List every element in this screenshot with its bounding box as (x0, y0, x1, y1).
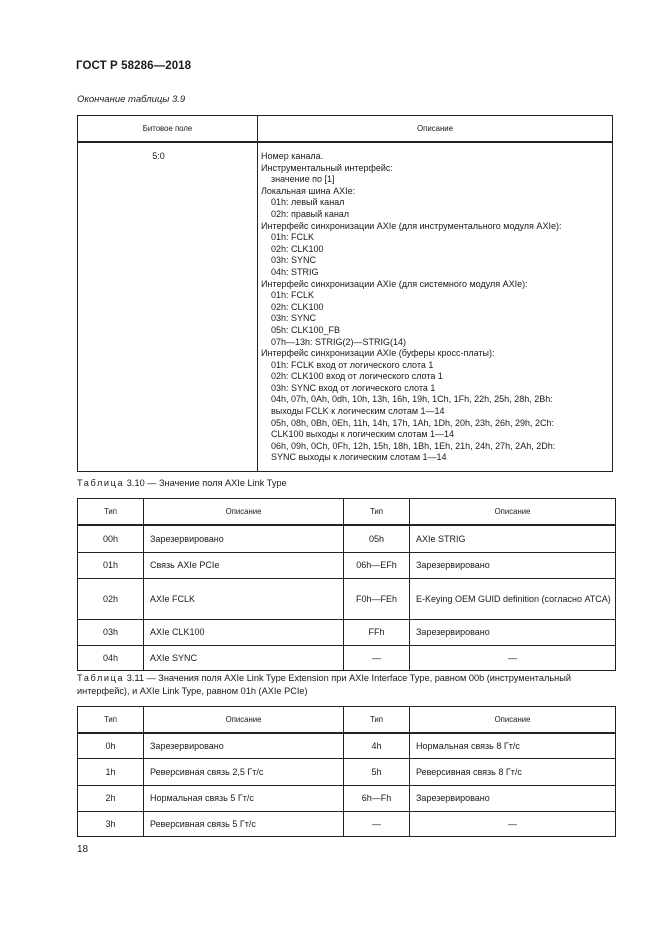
table-row (78, 619, 616, 645)
desc-line: SYNC выходы к логическим слотам 1—14 (271, 452, 447, 463)
description-cell: AXIe CLK100 (144, 619, 344, 645)
table-3-10-caption (77, 477, 287, 490)
table-3-10 (77, 498, 616, 671)
column-header-description: Описание (410, 707, 616, 734)
table-row (78, 758, 616, 785)
table-row (78, 142, 613, 472)
table-row (78, 578, 616, 619)
description-cell: AXIe SYNC (144, 645, 344, 670)
type-cell: 5h (344, 758, 410, 785)
desc-line: 06h, 09h, 0Ch, 0Fh, 12h, 15h, 18h, 1Bh, 1Eh, 21h, 24h, 27h, 2Ah, 2Dh: (271, 440, 556, 451)
description-cell: Реверсивная связь 5 Гт/с (144, 811, 344, 836)
description-cell: Связь AXIe PCIe (144, 552, 344, 578)
column-header-description: Описание (258, 116, 613, 143)
desc-line: Номер канала. (261, 151, 324, 161)
type-cell: 6h—Fh (344, 785, 410, 811)
desc-line: 03h: SYNC (271, 313, 317, 324)
table-row (78, 645, 616, 670)
desc-line: 02h: правый канал (271, 208, 350, 219)
type-cell: — (344, 811, 410, 836)
desc-line: 05h: CLK100_FB (271, 324, 341, 335)
desc-line: 01h: FCLK (271, 232, 315, 243)
type-cell: FFh (344, 619, 410, 645)
desc-line: 01h: левый канал (271, 197, 345, 208)
type-cell: 4h (344, 733, 410, 758)
table-row (78, 811, 616, 836)
description-cell: AXIe FCLK (144, 578, 344, 619)
type-cell: 05h (344, 525, 410, 552)
type-cell: 02h (78, 578, 144, 619)
desc-line: 05h, 08h, 0Bh, 0Eh, 11h, 14h, 17h, 1Ah, 1Dh, 20h, 23h, 26h, 29h, 2Ch: (271, 417, 555, 428)
column-header-bit-field: Битовое поле (78, 116, 258, 143)
desc-line: Интерфейс синхронизации AXIe (для инструментального модуля AXIe): (261, 220, 562, 231)
type-cell: 06h—EFh (344, 552, 410, 578)
desc-line: 04h: STRIG (271, 266, 319, 277)
description-cell: Реверсивная связь 2,5 Гт/с (144, 758, 344, 785)
description-cell (258, 142, 613, 472)
desc-line: 04h, 07h, 0Ah, 0dh, 10h, 13h, 16h, 19h, 1Ch, 1Fh, 22h, 25h, 28h, 2Bh: (271, 394, 553, 405)
table-header-row (78, 116, 613, 143)
description-cell: Зарезервировано (410, 552, 616, 578)
column-header-type: Тип (78, 707, 144, 734)
desc-line: Интерфейс синхронизации AXIe (для системного модуля AXIe): (261, 278, 528, 289)
description-cell: Зарезервировано (144, 733, 344, 758)
desc-line: Инструментальный интерфейс: (261, 162, 393, 173)
description-cell: AXIe STRIG (410, 525, 616, 552)
type-cell: 03h (78, 619, 144, 645)
type-cell: 2h (78, 785, 144, 811)
document-header: ГОСТ Р 58286—2018 (76, 60, 192, 72)
table-3-11-caption (77, 672, 617, 697)
type-cell: F0h—FEh (344, 578, 410, 619)
desc-line: значение по [1] (271, 174, 335, 185)
desc-line: 02h: CLK100 (271, 243, 324, 254)
type-cell: 3h (78, 811, 144, 836)
description-cell: E-Keying OEM GUID definition (согласно ATCA) (410, 578, 616, 619)
table-header-row (78, 707, 616, 734)
desc-line: 03h: SYNC вход от логического слота 1 (271, 382, 436, 393)
type-cell: 04h (78, 645, 144, 670)
type-cell: 1h (78, 758, 144, 785)
description-cell: Зарезервировано (144, 525, 344, 552)
column-header-description: Описание (144, 707, 344, 734)
description-cell: — (410, 811, 616, 836)
desc-line: 02h: CLK100 вход от логического слота 1 (271, 371, 443, 382)
description-cell: Зарезервировано (410, 785, 616, 811)
description-cell: Реверсивная связь 8 Гт/с (410, 758, 616, 785)
desc-line: выходы FCLK к логическим слотам 1—14 (271, 406, 445, 417)
column-header-type: Тип (78, 499, 144, 526)
desc-line: CLK100 выходы к логическим слотам 1—14 (271, 429, 455, 440)
type-cell: 01h (78, 552, 144, 578)
caption-prefix: Таблица (77, 673, 125, 683)
desc-line: Интерфейс синхронизации AXIe (буферы кросс-платы): (261, 348, 495, 359)
bit-field-value: 5:0 (78, 142, 258, 472)
type-cell: — (344, 645, 410, 670)
desc-line: 02h: CLK100 (271, 301, 324, 312)
desc-line: Локальная шина AXIe: (261, 185, 356, 196)
table-3-11 (77, 706, 616, 837)
description-cell: Нормальная связь 8 Гт/с (410, 733, 616, 758)
description-cell: Зарезервировано (410, 619, 616, 645)
desc-line: 01h: FCLK (271, 290, 315, 301)
desc-line: 03h: SYNC (271, 255, 317, 266)
desc-line: 01h: FCLK вход от логического слота 1 (271, 359, 434, 370)
column-header-type: Тип (344, 707, 410, 734)
table-row (78, 733, 616, 758)
description-cell: — (410, 645, 616, 670)
page-number: 18 (77, 844, 89, 855)
column-header-description: Описание (410, 499, 616, 526)
column-header-type: Тип (344, 499, 410, 526)
desc-line: 07h—13h: STRIG(2)—STRIG(14) (271, 336, 407, 347)
caption-prefix: Таблица (77, 478, 125, 488)
caption-text: 3.10 — Значение поля AXIe Link Type (126, 478, 287, 488)
type-cell: 00h (78, 525, 144, 552)
column-header-description: Описание (144, 499, 344, 526)
caption-text: 3.11 — Значения поля AXIe Link Type Extension при AXIe Interface Type, равном 00b (инструментальный интерфейс), и AXIe Link Type, равном 01h (AXIe PCIe) (77, 673, 571, 696)
table-row (78, 785, 616, 811)
table-3-9 (77, 115, 613, 472)
table-header-row (78, 499, 616, 526)
type-cell: 0h (78, 733, 144, 758)
table-row (78, 552, 616, 578)
description-cell: Нормальная связь 5 Гт/с (144, 785, 344, 811)
table-3-9-caption: Окончание таблицы 3.9 (77, 94, 186, 105)
table-row (78, 525, 616, 552)
